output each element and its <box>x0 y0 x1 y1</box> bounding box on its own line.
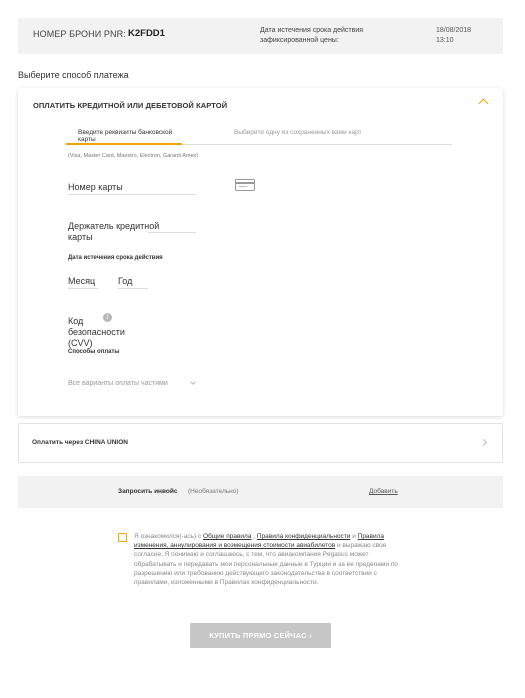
price-expiry-datetime <box>436 26 471 46</box>
cvv-field[interactable] <box>68 316 125 349</box>
china-union-title[interactable]: Оплатить через CHINA UNION <box>32 439 128 446</box>
buy-now-label: КУПИТЬ ПРЯМО СЕЙЧАС <box>209 631 307 640</box>
card-number-underline <box>68 194 196 195</box>
expiry-year-select[interactable]: Год <box>118 276 133 286</box>
price-expiry-date: 18/08/2018 <box>436 27 472 34</box>
general-rules-link[interactable]: Общие правила <box>203 533 252 540</box>
card-number-field[interactable]: Номер карты <box>68 182 123 192</box>
year-underline <box>118 288 148 289</box>
cvv-label-line3: (CVV) <box>68 338 93 348</box>
terms-text-part4: и выражаю свое согласие. Я понимаю и соглашаюсь, с тем, что авиакомпания Pegasus может обрабатывать и передавать мои персональные данные в Турции и за ее пределами по разрешению или требованию действующего законодательства в соответствии с правилами, изложенными в Правилах конфиденциальности. <box>134 542 398 587</box>
cvv-label-line1: Код <box>68 316 84 326</box>
installment-options-link[interactable]: Все варианты оплаты частями <box>68 380 168 387</box>
buy-now-button[interactable] <box>190 623 331 648</box>
pnr-code: K2FDD1 <box>128 28 165 39</box>
card-holder-field[interactable] <box>68 221 159 243</box>
pnr-bar <box>18 18 503 54</box>
chevron-right-icon[interactable] <box>480 439 487 446</box>
card-holder-underline <box>148 232 196 233</box>
invoice-optional-note: (Необязательно) <box>188 488 239 495</box>
payment-methods-label: Способы оплаты <box>68 349 120 355</box>
privacy-rules-link[interactable]: Правила конфиденциальности <box>256 533 351 540</box>
terms-text <box>134 532 406 587</box>
credit-card-icon <box>235 179 255 191</box>
invoice-bar <box>18 476 503 508</box>
price-expiry-line1: Дата истечения срока действия <box>260 27 364 34</box>
terms-checkbox[interactable] <box>118 533 127 542</box>
tab-saved-cards[interactable]: Выберите одну из сохраненных вами карт <box>234 129 362 136</box>
card-payment-panel <box>18 88 503 416</box>
payment-section-title: Выберите способ платежа <box>18 70 129 80</box>
price-expiry-label <box>260 26 363 46</box>
tab-enter-card[interactable]: Введите реквизиты банковской карты <box>66 129 182 145</box>
invoice-add-link[interactable]: Добавить <box>369 488 398 495</box>
card-holder-label-line1: Держатель кредитной <box>68 221 160 231</box>
terms-text-part2: , <box>251 533 257 540</box>
terms-text-part1: Я ознакомился(-ась) с <box>134 533 204 540</box>
invoice-label: Запросить инвойс <box>118 488 178 495</box>
change-refund-rules-link[interactable]: Правила изменения, аннулирования и возмещения стоимости авиабилетов <box>134 533 385 550</box>
china-union-panel[interactable] <box>18 423 503 463</box>
info-icon[interactable]: i <box>103 313 112 322</box>
expiry-date-title: Дата истечения срока действия <box>68 255 163 261</box>
expiry-month-select[interactable]: Месяц <box>68 276 96 286</box>
accepted-cards-note: (Visa, Master Card, Maestro, Electron, Garanti Amex) <box>68 153 199 159</box>
chevron-down-icon[interactable] <box>190 379 196 385</box>
terms-text-part3: и <box>350 533 358 540</box>
card-tabs <box>66 126 452 145</box>
price-expiry-time: 13:10 <box>436 37 454 44</box>
cvv-label-line2: безопасности <box>68 327 125 337</box>
chevron-up-icon[interactable] <box>479 99 489 109</box>
card-holder-label-line2: карты <box>68 232 93 242</box>
chevron-right-icon: › <box>309 631 312 640</box>
price-expiry-line2: зафиксированной цены: <box>260 37 339 44</box>
card-payment-title[interactable]: ОПЛАТИТЬ КРЕДИТНОЙ ИЛИ ДЕБЕТОВОЙ КАРТОЙ <box>33 101 228 110</box>
pnr-label: НОМЕР БРОНИ PNR: <box>33 29 126 39</box>
month-underline <box>68 288 98 289</box>
